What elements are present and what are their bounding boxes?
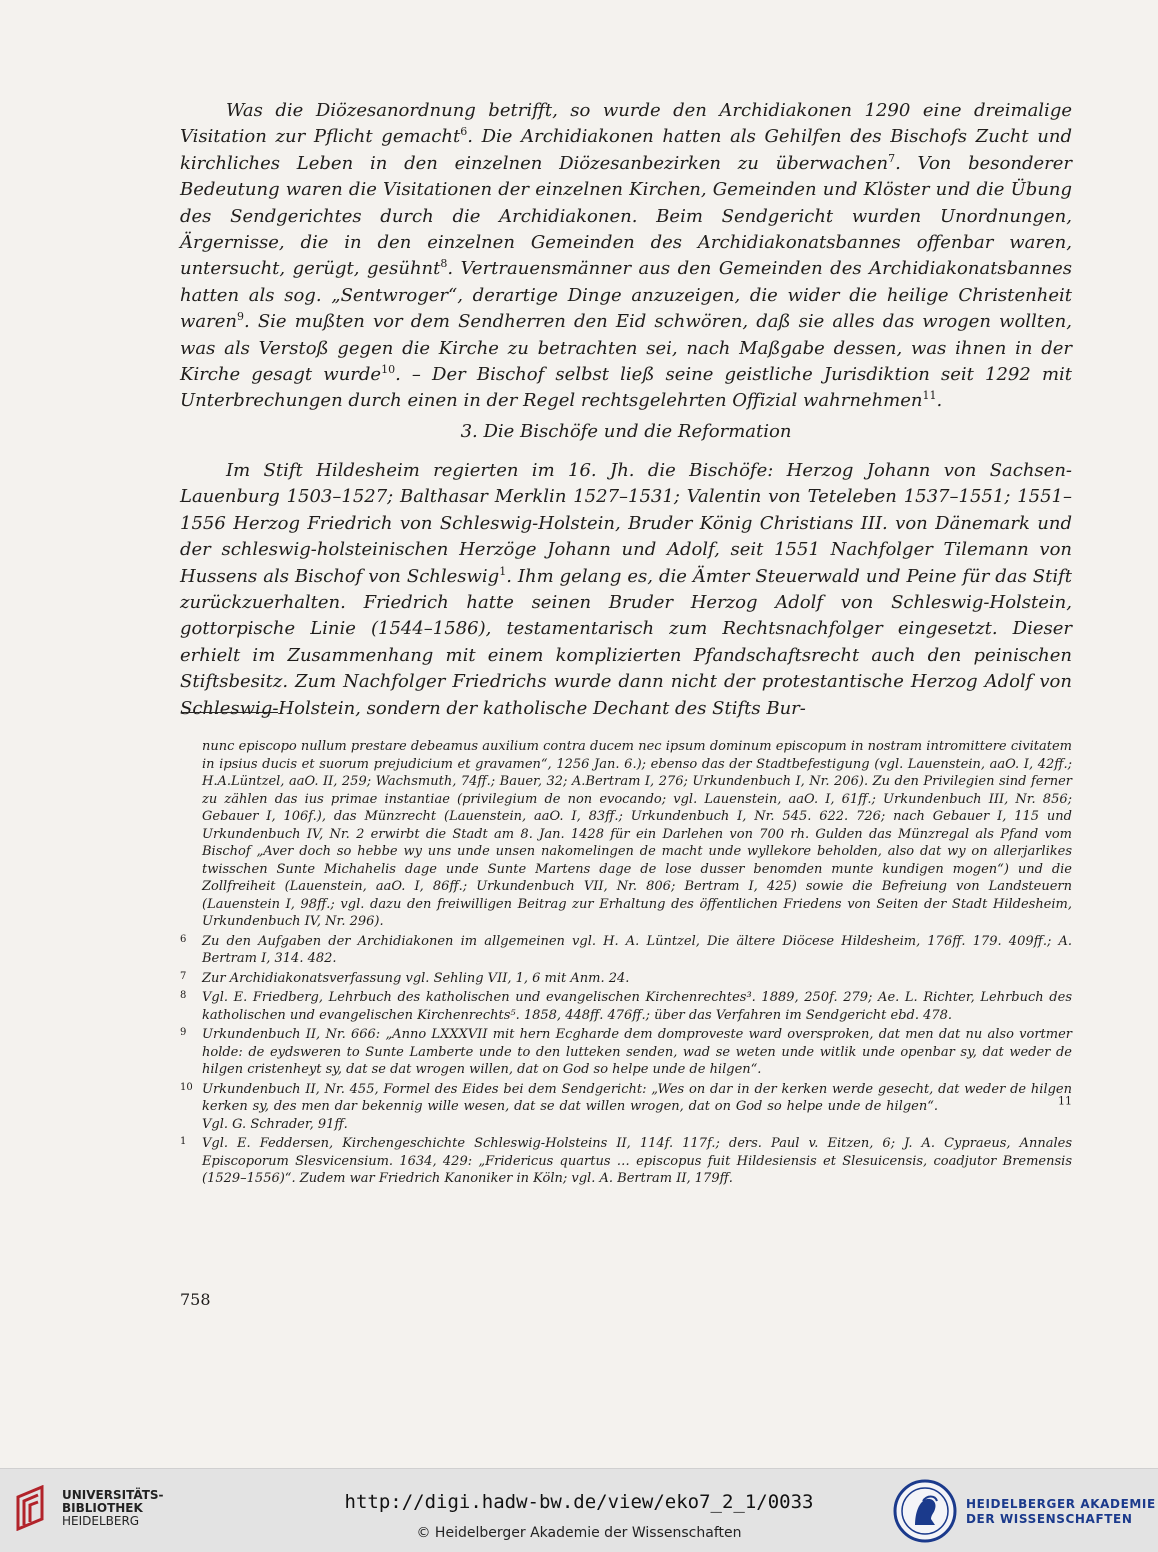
viewer-footer	[0, 1468, 1158, 1552]
paragraph-diozesanordnung: Was die Diözesanordnung betrifft, so wurde den Archidiakonen 1290 eine dreimalige Visitation zur Pflicht gemacht$^6$. Die Archidiakonen hatten als Gehilfen des Bischofs Zucht und kirchliches Leben in den einzelnen Diözesanbezirken zu überwachen$^7$. Von besonderer Bedeutung waren die Visitationen der einzelnen Kirchen, Gemeinden und Klöster und die Übung des Sendgerichtes durch die Archidiakonen. Beim Sendgericht wurden Unordnungen, Ärgernisse, die in den einzelnen Gemeinden des Archidiakonatsbannes offenbar waren, untersucht, gerügt, gesühnt$^8$. Vertrauensmänner aus den Gemeinden des Archidiakonatsbannes hatten als sog. „Sentwroger“, derartige Dinge anzuzeigen, die wider die heilige Christenheit waren$^9$. Sie mußten vor dem Sendherren den Eid schwören, daß sie alles das wrogen wollten, was als Verstoß gegen die Kirche zu betrachten sei, nach Maßgabe dessen, was ihnen in der Kirche gesagt wurde$^{10}$. – Der Bischof selbst ließ seine geistliche Jurisdiktion seit 1292 mit Unterbrechungen durch einen in der Regel rechtsgelehrten Offizial wahrnehmen$^{11}$.	[180, 100, 1073, 412]
footnote-number: 9	[180, 1027, 187, 1038]
footnote-9	[180, 1024, 1072, 1079]
ub-line-1: UNIVERSITÄTS-	[62, 1488, 164, 1502]
footnote-continuation: nunc episcopo nullum prestare debeamus auxilium contra ducem nec ipsum dominum episcopum in nostram intromittere civitatem in ipsius ducis et suorum prejudicium et gravamen“, 1256 Jan. 6.); ebenso das der Stadtbefestigung (vgl. Lauenstein, aaO. I, 42ff.; H.A.Lüntzel, aaO. II, 259; Wachsmuth, 74ff.; Bauer, 32; A.Bertram I, 276; Urkundenbuch I, Nr. 206). Zu den Privilegien sind ferner zu zählen das ius primae instantiae (privilegium de non evocando; vgl. Lauenstein, aaO. I, 61ff.; Urkundenbuch III, Nr. 856; Gebauer I, 106f.), das Münzrecht (Lauenstein, aaO. I, 83ff.; Urkundenbuch I, Nr. 545. 622. 726; nach Gebauer I, 115 und Urkundenbuch IV, Nr. 2 erwirbt die Stadt am 8. Jan. 1428 für ein Darlehen von 700 rh. Gulden das Münzregal als Pfand vom Bischof „Aver doch so hebbe wy uns unde unsen nakomelingen de macht unde wyllekore beholden, also dat wy on allerjarlikes twisschen Sunte Michahelis dage unde Sunte Martens dage de lose dusser benomden munte kundigen mogen“) und die Zollfreiheit (Lauenstein, aaO. I, 86ff.; Urkundenbuch VII, Nr. 806; Bertram I, 425) sowie die Befreiung von Landsteuern (Lauenstein I, 98ff.; vgl. dazu den freiwilligen Beitrag zur Erhaltung des öffentlichen Friedens von Seiten der Stadt Hildesheim, Urkundenbuch IV, Nr. 296).	[202, 739, 1072, 929]
footnote-text: Vgl. E. Feddersen, Kirchengeschichte Schleswig-Holsteins II, 114f. 117f.; ders. Paul v. Eitzen, 6; J. A. Cypraeus, Annales Episcoporum Slesvicensium. 1634, 429: „Fridericus quartus … episcopus fuit Hildesiensis et Slesuicensis, coadjutor Bremensis (1529–1556)“. Zudem war Friedrich Kanoniker in Köln; vgl. A. Bertram II, 179ff.	[202, 1136, 1072, 1186]
footnote-ref-1[interactable]: 1	[499, 564, 507, 578]
ub-line-3: HEIDELBERG	[62, 1514, 140, 1528]
permalink-url[interactable]: http://digi.hadw-bw.de/view/eko7_2_1/0033	[344, 1491, 814, 1513]
footnote-ref-9[interactable]: 9	[237, 310, 244, 324]
footnotes	[180, 738, 1072, 1188]
footnote-text: Zur Archidiakonatsverfassung vgl. Sehling VII, 1, 6 mit Anm. 24.	[202, 970, 630, 986]
footnote-text: Urkundenbuch II, Nr. 455, Formel des Eides bei dem Sendgericht: „Wes on dar in der kerken werde gesecht, dat weder de hilgen kerken sy, des men dar bekennig wille wesen, dat se dat willen wrogen, dat on God so helpe unde de hilgen“.	[202, 1081, 1072, 1114]
footnote-number: 7	[180, 970, 187, 982]
footnote-number: 8	[180, 990, 187, 1001]
footnote-ref-8[interactable]: 8	[440, 257, 448, 271]
footnote-number-11: 11	[1058, 1094, 1072, 1108]
paragraph-bischoefe: Im Stift Hildesheim regierten im 16. Jh. die Bischöfe: Herzog Johann von Sachsen-Lauenburg 1503–1527; Balthasar Merklin 1527–1531; Valentin von Teteleben 1537–1551; 1551–1556 Herzog Friedrich von Schleswig-Holstein, Bruder König Christians III. von Dänemark und der schleswig-holsteinischen Herzöge Johann und Adolf, seit 1551 Nachfolger Tilemann von Hussens als Bischof von Schleswig$^1$. Ihm gelang es, die Ämter Steuerwald und Peine für das Stift zurückzuerhalten. Friedrich hatte seinen Bruder Herzog Adolf von Schleswig-Holstein, gottorpische Linie (1544–1586), testamentarisch zum Rechtsnachfolger eingesetzt. Dieser erhielt im Zusammenhang mit einem komplizierten Pfandschaftsrecht auch den peinischen Stiftsbesitz. Zum Nachfolger Friedrichs wurde dann nicht der protestantische Herzog Adolf von Schleswig-Holstein, sondern der katholische Dechant des Stifts Bur-	[180, 460, 1072, 719]
hadw-line-1: HEIDELBERGER AKADEMIE	[966, 1497, 1156, 1511]
hadw-seal-icon[interactable]	[893, 1479, 957, 1543]
footnote-8	[180, 987, 1072, 1024]
footnote-text: Zu den Aufgaben der Archidiakonen im allgemeinen vgl. H. A. Lüntzel, Die ältere Diöcese Hildesheim, 176ff. 179. 409ff.; A. Bertram I, 314. 482.	[202, 933, 1072, 966]
copyright-notice: © Heidelberger Akademie der Wissenschaften	[416, 1525, 742, 1541]
section-heading: 3. Die Bischöfe und die Reformation	[460, 421, 792, 442]
footnote-text: Vgl. E. Friedberg, Lehrbuch des katholischen und evangelischen Kirchenrechtes³. 1889, 250f. 279; Ae. L. Richter, Lehrbuch des katholischen und evangelischen Kirchenrechts⁵. 1858, 448ff. 476ff.; über das Verfahren im Sendgericht ebd. 478.	[202, 990, 1072, 1023]
footnote-number: 1	[180, 1136, 187, 1147]
page-number: 758	[180, 1290, 211, 1309]
footnote-separator	[182, 712, 278, 713]
footnote-ref-10[interactable]: 10	[381, 363, 396, 377]
footnote-text-11: Vgl. G. Schrader, 91ff.	[202, 1116, 348, 1132]
footnote-text: Urkundenbuch II, Nr. 666: „Anno LXXXVII mit hern Ecgharde dem domproveste ward oversproken, dat men dat nu also vortmer holde: de eydsweren to Sunte Lamberte unde to den lutteken senden, wad se weten unde witlik unde openbar sy, dat weder de hilgen cristenheyt sy, dat se dat wrogen willen, dat on God so helpe unde de hilgen“.	[202, 1027, 1072, 1077]
footnote-10-11	[180, 1079, 1072, 1134]
footnote-7	[180, 968, 1072, 988]
footnote-number: 6	[180, 933, 187, 945]
footnote-6	[180, 931, 1072, 968]
footnote-ref-11[interactable]: 11	[922, 389, 937, 403]
ub-line-2: BIBLIOTHEK	[62, 1501, 143, 1515]
hadw-label[interactable]	[966, 1497, 1156, 1527]
footnote-ref-6[interactable]: 6	[460, 125, 468, 139]
footnote-ref-7[interactable]: 7	[888, 151, 896, 165]
hadw-line-2: DER WISSENSCHAFTEN	[966, 1512, 1133, 1526]
footnote-1	[180, 1133, 1072, 1188]
footnote-number: 10	[180, 1081, 193, 1093]
